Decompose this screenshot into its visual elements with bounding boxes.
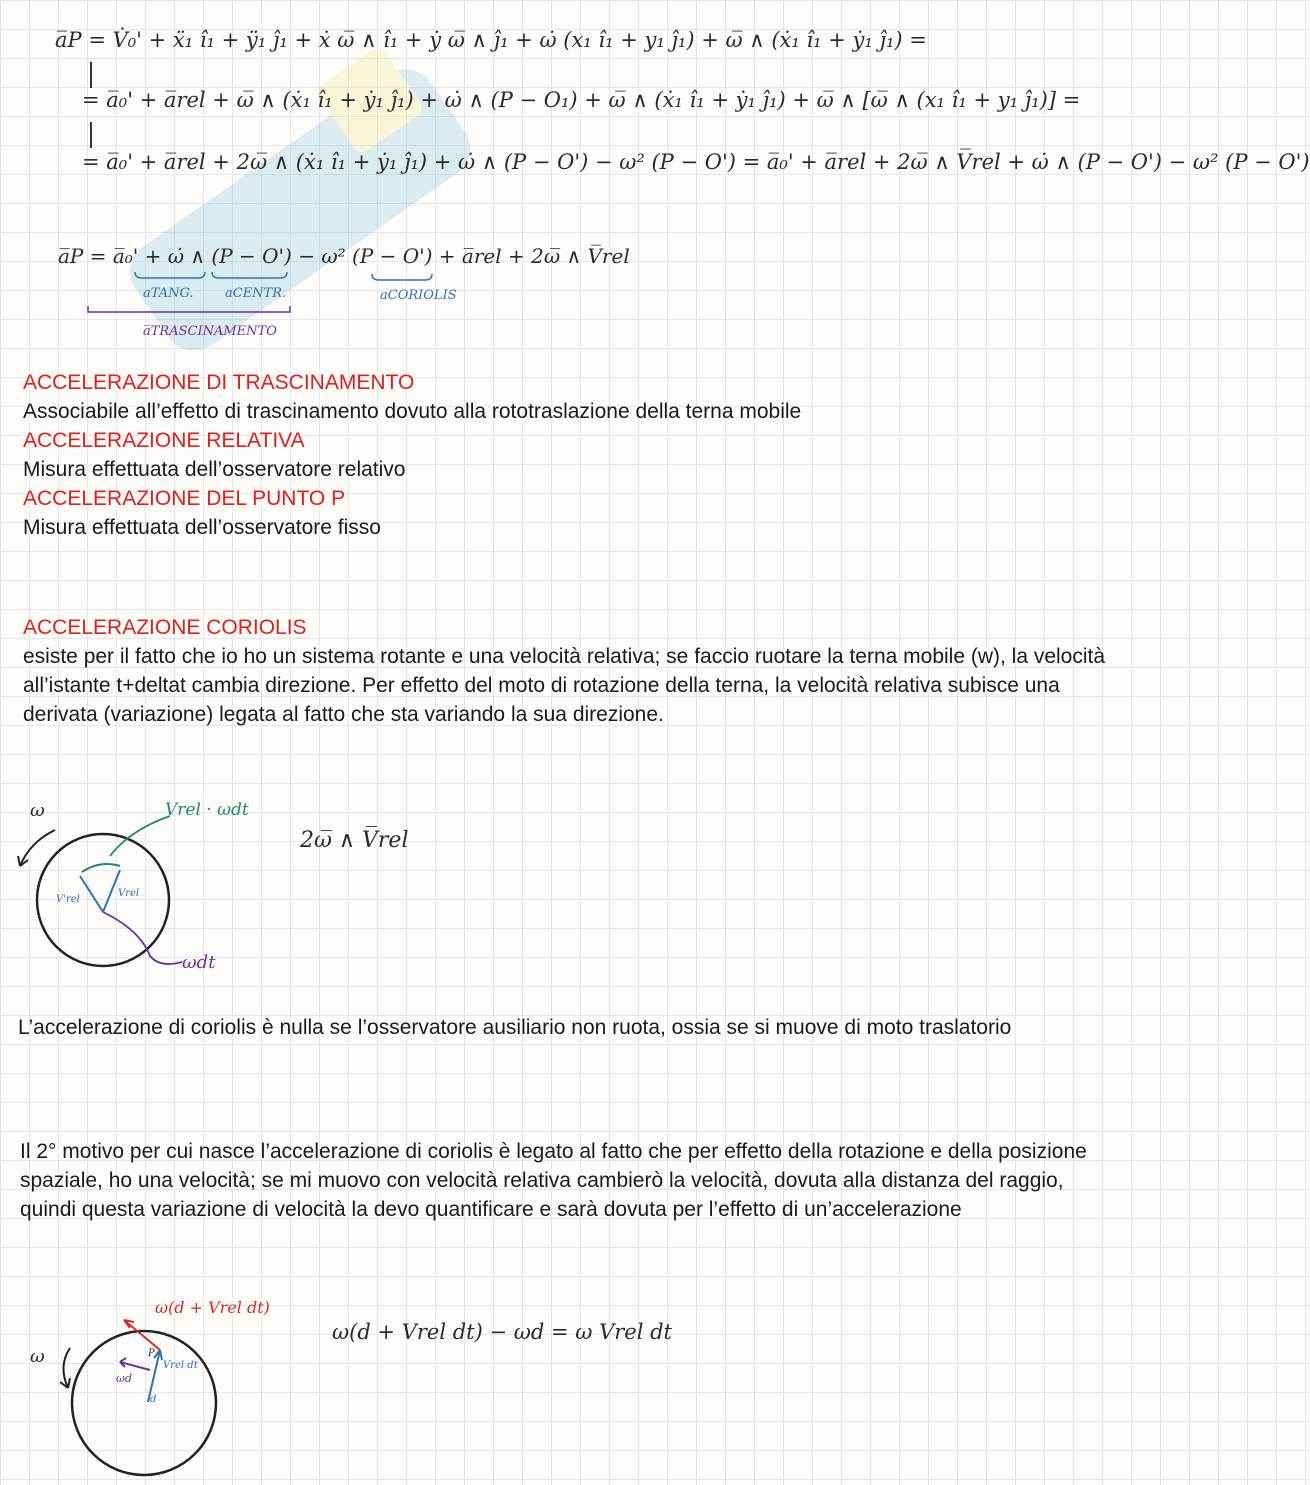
bracket-line [90,122,92,148]
diagram2-w-top: ω(d + Vrel dt) [155,1298,270,1317]
equation-summary: a̅P = a̅₀' + ω̇ ∧ (P − O') − ω² (P − O') + a̅rel + 2ω̅ ∧ V̅rel [58,244,630,268]
definitions-block [23,368,1123,542]
diagram2-formula: ω(d + Vrel dt) − ωd = ω Vrel dt [332,1320,672,1344]
text-coriolis: esiste per il fatto che io ho un sistema rotante e una velocità relativa; se faccio ruotare la terna mobile (w), la velocità all’istante t+deltat cambia direzione. Per effetto del moto di rotazione della terna, la velocità relativa subisce una derivata (variazione) legata al fatto che sta variando la sua direzione. [23,645,1106,726]
heading-punto-p: ACCELERAZIONE DEL PUNTO P [23,487,346,510]
heading-trascinamento: ACCELERAZIONE DI TRASCINAMENTO [23,371,415,394]
equation-line-1: a̅P = V̇₀' + ẍ₁ î₁ + ÿ₁ ĵ₁ + ẋ ω̅ ∧ î₁ + ẏ ω̅ ∧ ĵ₁ + ω̇ (x₁ î₁ + y₁ ĵ₁) + ω̅ ∧ (ẋ₁ î₁ + ẏ₁ ĵ₁) = [55,28,927,52]
heading-coriolis: ACCELERAZIONE CORIOLIS [23,616,307,639]
text-trascinamento: Associabile all’effetto di trascinamento dovuto alla rototraslazione della terna mobile [23,400,802,423]
diagram2-wd: ωd [116,1372,133,1385]
label-trascinamento: a̅TRASCINAMENTO [143,324,277,339]
text-coriolis-null: L’accelerazione di coriolis è nulla se l’osservatore ausiliario non ruota, ossia se si muove di moto traslatorio [18,1016,1012,1039]
coriolis-diagram-2 [20,1290,260,1480]
coriolis-block [23,613,1123,729]
label-coriolis: aCORIOLIS [380,288,457,303]
diagram1-formula: 2ω̅ ∧ V̅rel [300,828,409,853]
equation-line-3: = a̅₀' + a̅rel + 2ω̅ ∧ (ẋ₁ î₁ + ẏ₁ ĵ₁) + ω̇ ∧ (P − O') − ω² (P − O') = a̅₀' + a̅rel + 2ω̅ ∧ V̅rel + ω̇ ∧ (P − O') − ω² (P − O') [82,150,1310,174]
diagram1-wdt: ωdt [182,952,216,973]
label-centripetal: aCENTR. [225,286,287,301]
diagram1-vrel: Vrel [118,888,140,899]
diagram2-omega: ω [30,1346,45,1367]
heading-relativa: ACCELERAZIONE RELATIVA [23,429,305,452]
diagram1-vrel-wdt: Vrel · ωdt [165,800,249,820]
text-second-reason: Il 2° motivo per cui nasce l’accelerazione di coriolis è legato al fatto che per effetto della rotazione e della posizione spaziale, ho una velocità; se mi muovo con velocità relativa cambierò la velocità, dovuta alla distanza del raggio, quindi questa variazione di velocità la devo quantificare e sarà dovuta per l’effetto di un’accelerazione [20,1140,1087,1221]
text-relativa: Misura effettuata dell’osservatore relativo [23,458,406,481]
diagram2-d: d [150,1394,157,1405]
text-punto-p: Misura effettuata dell’osservatore fisso [23,516,381,539]
equation-line-2: = a̅₀' + a̅rel + ω̅ ∧ (ẋ₁ î₁ + ẏ₁ ĵ₁) + ω̇ ∧ (P − O₁) + ω̅ ∧ (ẋ₁ î₁ + ẏ₁ ĵ₁) + ω̅ ∧ [ω̅ ∧ (x₁ î₁ + y₁ ĵ₁)] = [82,88,1081,112]
diagram1-vrel-prime: V'rel [56,894,80,905]
diagram1-omega: ω [30,800,45,821]
diagram2-p: P [148,1348,155,1359]
label-tangential: aTANG. [143,286,194,301]
diagram2-vrel-dt: Vrel dt [163,1360,198,1371]
bracket-line [90,62,92,88]
